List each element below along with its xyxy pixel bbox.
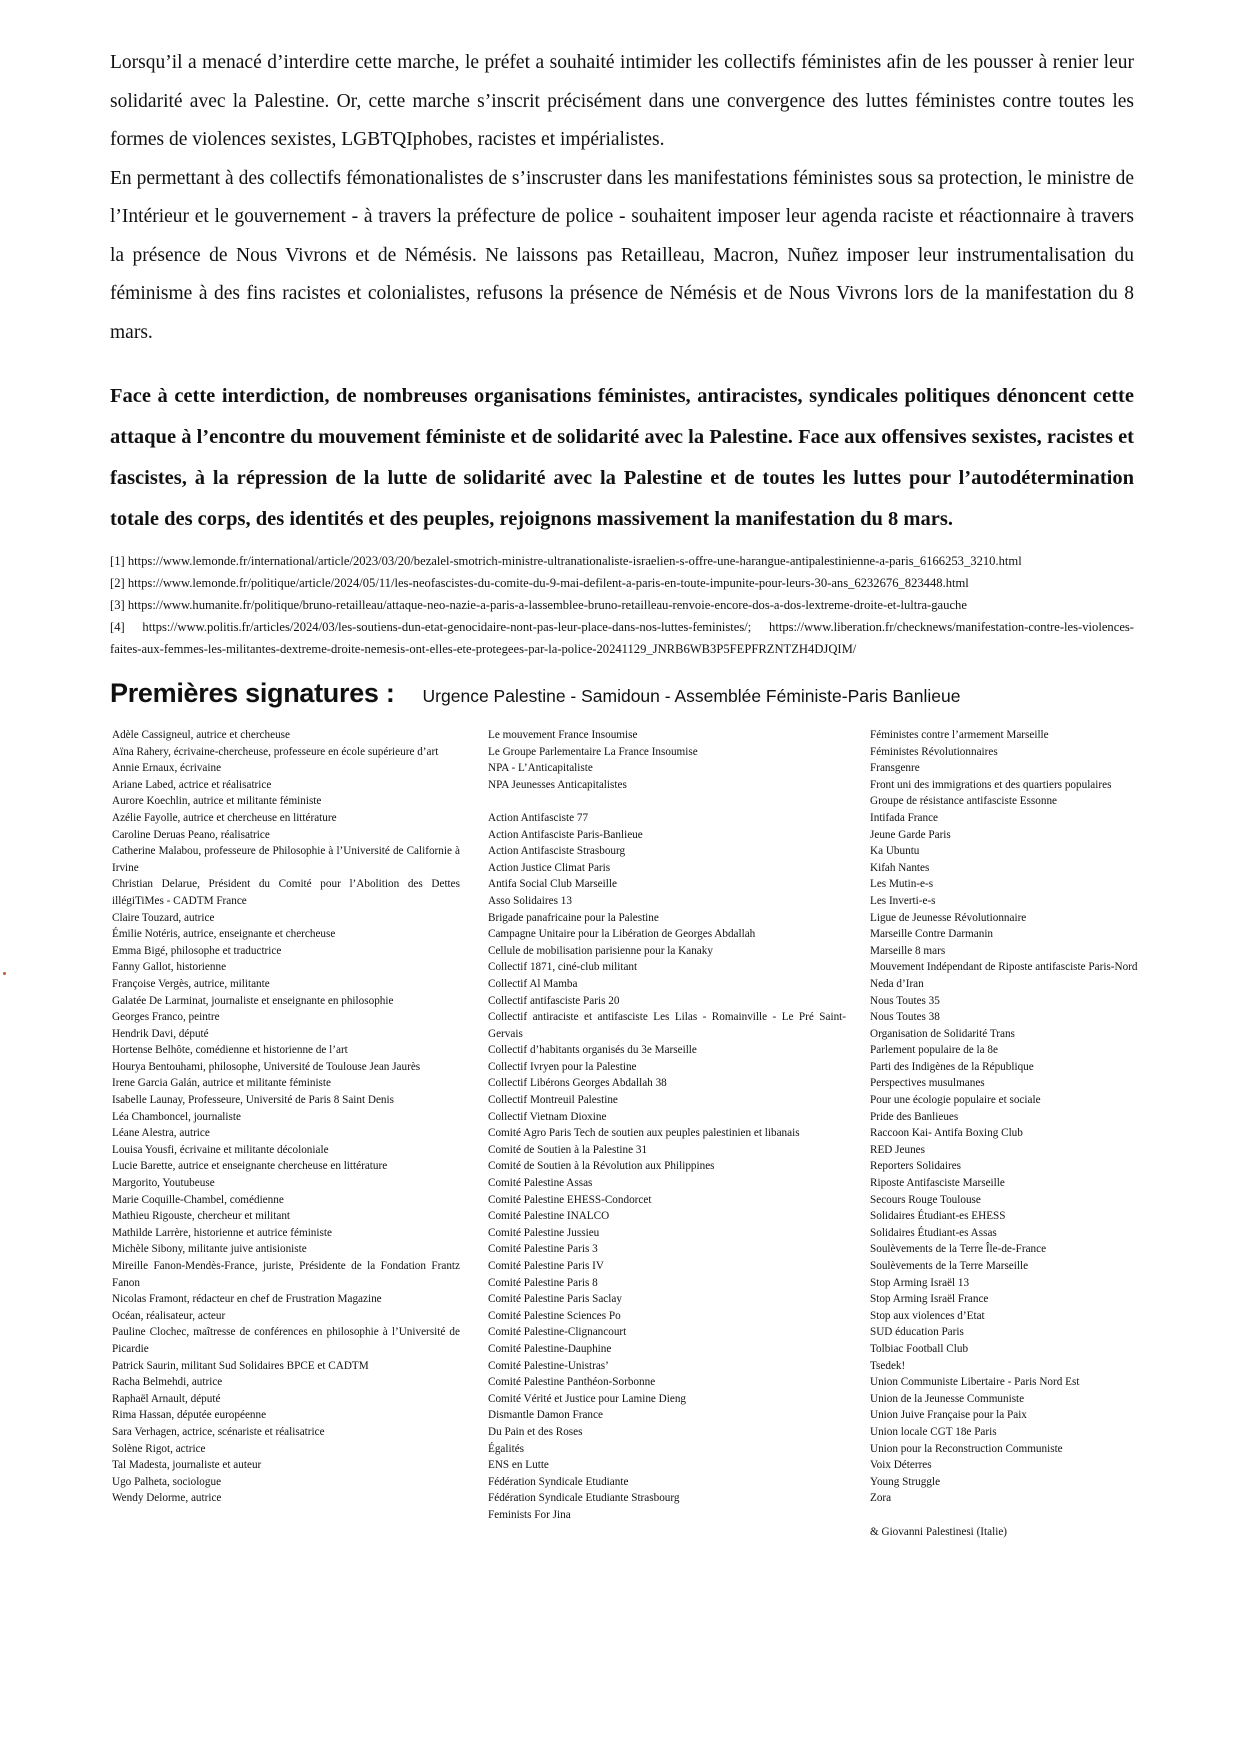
signatory-item: Adèle Cassigneul, autrice et chercheuse <box>112 729 290 741</box>
signatory-item: SUD éducation Paris <box>870 1326 964 1339</box>
references-list <box>110 550 1134 660</box>
signatory-item: Raphaël Arnault, député <box>112 1392 221 1405</box>
signatory-item: Solidaires Étudiant-es EHESS <box>870 1210 1006 1223</box>
signatures-columns <box>110 727 1138 1547</box>
signatory-item: Stop Arming Israël 13 <box>870 1276 970 1289</box>
signatory-item: Cellule de mobilisation parisienne pour la Kanaky <box>488 944 713 957</box>
signatory-item: Union de la Jeunesse Communiste <box>870 1392 1025 1405</box>
signatory-item: Collectif Vietnam Dioxine <box>488 1110 607 1123</box>
signatory-item: Michèle Sibony, militante juive antisioniste <box>112 1243 307 1256</box>
signatory-item: Reporters Solidaires <box>870 1160 962 1173</box>
signatory-item: Collectif Al Mamba <box>488 977 578 990</box>
signatory-item: Collectif antifasciste Paris 20 <box>488 994 620 1007</box>
signatory-item: Zora <box>870 1492 892 1505</box>
intro-paragraph-1: Lorsqu’il a menacé d’interdire cette marche, le préfet a souhaité intimider les collectifs féministes afin de les pousser à renier leur solidarité avec la Palestine. Or, cette marche s’inscrit précisément dans une convergence des luttes féministes contre toutes les formes de violences sexistes, LGBTQIphobes, racistes et impérialistes. <box>110 52 1134 150</box>
signatory-item: Union Communiste Libertaire - Paris Nord Est <box>870 1376 1080 1389</box>
signatory-item: Comité Palestine Panthéon-Sorbonne <box>488 1376 656 1389</box>
signatory-item: Comité de Soutien à la Révolution aux Philippines <box>488 1160 715 1173</box>
signatures-column-organisations-a <box>488 727 846 1524</box>
signatory-item: Comité Palestine-Clignancourt <box>488 1326 627 1339</box>
signatory-item: Marseille Contre Darmanin <box>870 928 994 941</box>
signatory-item: Égalités <box>488 1442 525 1455</box>
reference-2[interactable]: [2] https://www.lemonde.fr/politique/article/2024/05/11/les-neofascistes-du-comite-du-9-mai-defilent-a-paris-en-toute-impunite-pour-leurs-30-ans_6232676_823448.html <box>110 576 969 590</box>
signatory-item: Action Antifasciste Paris-Banlieue <box>488 828 643 841</box>
signatory-item: Dismantle Damon France <box>488 1409 603 1422</box>
signatory-item: Galatée De Larminat, journaliste et enseignante en philosophie <box>112 994 394 1007</box>
signatory-item: Action Antifasciste 77 <box>488 811 589 824</box>
signatory-item: Pride des Banlieues <box>870 1110 959 1123</box>
signatory-item: Hourya Bentouhami, philosophe, Université de Toulouse Jean Jaurès <box>112 1060 421 1073</box>
signatory-item: Caroline Deruas Peano, réalisatrice <box>112 828 270 841</box>
signatory-item: Marie Coquille-Chambel, comédienne <box>112 1193 284 1206</box>
signatory-item: Tolbiac Football Club <box>870 1342 969 1355</box>
signatory-item: Comité Palestine Jussieu <box>488 1226 600 1239</box>
signatory-item: Groupe de résistance antifasciste Essonne <box>870 795 1058 808</box>
document-page <box>110 44 1138 1547</box>
signatory-item: Soulèvements de la Terre Marseille <box>870 1260 1029 1272</box>
signatory-item: Action Justice Climat Paris <box>488 861 611 874</box>
signatory-item: Fransgenre <box>870 762 920 775</box>
signatory-item: Perspectives musulmanes <box>870 1077 985 1090</box>
signatures-title: Premières signatures : <box>110 678 395 708</box>
signatures-lead-orgs: Urgence Palestine - Samidoun - Assemblée Féministe-Paris Banlieue <box>422 686 961 706</box>
signatory-item: Comité Palestine-Dauphine <box>488 1342 612 1355</box>
signatory-item: NPA - L’Anticapitaliste <box>488 762 593 775</box>
signatory-item: Tsedek! <box>870 1359 906 1372</box>
signatory-item: Françoise Vergès, autrice, militante <box>112 977 270 990</box>
signatory-item: Feminists For Jina <box>488 1508 571 1521</box>
signatory-item: Union locale CGT 18e Paris <box>870 1425 997 1438</box>
signatory-item: Collectif antiraciste et antifasciste Les Lilas - Romainville - Le Pré Saint-Gervais <box>488 1011 846 1040</box>
signatory-item: Annie Ernaux, écrivaine <box>112 762 222 775</box>
signatory-item: Intifada France <box>870 811 939 824</box>
signatory-item: Secours Rouge Toulouse <box>870 1193 981 1206</box>
signatory-item: Action Antifasciste Strasbourg <box>488 845 626 858</box>
signatory-item: Nous Toutes 35 <box>870 994 940 1007</box>
signatory-item: Hortense Belhôte, comédienne et historienne de l’art <box>112 1044 348 1057</box>
signatory-item: Mouvement Indépendant de Riposte antifasciste Paris-Nord <box>870 961 1138 974</box>
signatory-item: Stop aux violences d’Etat <box>870 1309 985 1322</box>
signatory-item: & Giovanni Palestinesi (Italie) <box>870 1525 1008 1538</box>
signatory-item: NPA Jeunesses Anticapitalistes <box>488 778 627 791</box>
signatory-item: Union Juive Française pour la Paix <box>870 1409 1027 1422</box>
signatory-item: Louisa Yousfi, écrivaine et militante décoloniale <box>112 1143 329 1156</box>
signatory-item: Nicolas Framont, rédacteur en chef de Frustration Magazine <box>112 1293 382 1306</box>
signatory-item: Parlement populaire de la 8e <box>870 1044 998 1057</box>
signatory-item: Le Groupe Parlementaire La France Insoumise <box>488 745 698 758</box>
signatory-item: Pauline Clochec, maîtresse de conférences en philosophie à l’Université de Picardie <box>112 1326 460 1355</box>
signatory-item: Organisation de Solidarité Trans <box>870 1027 1015 1040</box>
scan-speck <box>3 972 6 975</box>
signatory-item: Comité Palestine Paris 3 <box>488 1243 598 1256</box>
signatory-item: Racha Belmehdi, autrice <box>112 1376 223 1389</box>
signatory-item: Collectif d’habitants organisés du 3e Marseille <box>488 1044 697 1057</box>
signatory-item: Claire Touzard, autrice <box>112 911 215 924</box>
signatory-item: Océan, réalisateur, acteur <box>112 1309 226 1322</box>
signatory-item: Raccoon Kai- Antifa Boxing Club <box>870 1127 1023 1140</box>
signatory-item: Collectif Ivryen pour la Palestine <box>488 1060 637 1073</box>
signatory-item: Christian Delarue, Président du Comité pour l’Abolition des Dettes illégiTiMes - CADTM France <box>112 878 460 907</box>
signatory-item: Fédération Syndicale Etudiante <box>488 1475 629 1488</box>
signatory-item: Ariane Labed, actrice et réalisatrice <box>112 778 272 791</box>
signatory-item: Féministes contre l’armement Marseille <box>870 729 1049 741</box>
signatory-item: Asso Solidaires 13 <box>488 894 572 907</box>
signatory-item: Irene Garcia Galán, autrice et militante féministe <box>112 1077 331 1090</box>
signatory-item: Fanny Gallot, historienne <box>112 961 227 974</box>
signatory-item: Front uni des immigrations et des quartiers populaires <box>870 778 1112 791</box>
signatory-item: Émilie Notéris, autrice, enseignante et chercheuse <box>112 928 336 941</box>
signatures-column-organisations-b <box>870 727 1155 1540</box>
signatory-item: Young Struggle <box>870 1475 941 1488</box>
signatory-item: Emma Bigé, philosophe et traductrice <box>112 944 282 957</box>
reference-1[interactable]: [1] https://www.lemonde.fr/international/article/2023/03/20/bezalel-smotrich-ministre-ultranationaliste-israelien-s-offre-une-harangue-antipalestinienne-a-paris_6166253_3210.html <box>110 554 1022 568</box>
signatory-item: Fédération Syndicale Etudiante Strasbourg <box>488 1492 680 1505</box>
signatory-item: Nous Toutes 38 <box>870 1011 940 1024</box>
signatory-item: Comité Palestine Paris 8 <box>488 1276 598 1289</box>
signatory-item: Parti des Indigènes de la République <box>870 1060 1034 1073</box>
signatory-item: Stop Arming Israël France <box>870 1293 989 1306</box>
call-to-action-paragraph: Face à cette interdiction, de nombreuses organisations féministes, antiracistes, syndicales politiques dénoncent cette attaque à l’encontre du mouvement féministe et de solidarité avec la Palestine. Face aux offensives sexistes, racistes et fascistes, à la répression de la lutte de solidarité avec la Palestine et de toutes les luttes pour l’autodétermination totale des corps, des identités et des peuples, rejoignons massivement la manifestation du 8 mars. <box>110 385 1134 530</box>
signatory-item: Les Mutin-e-s <box>870 878 934 891</box>
signatory-item: Union pour la Reconstruction Communiste <box>870 1442 1063 1455</box>
signatory-item: Ugo Palheta, sociologue <box>112 1475 222 1488</box>
signatory-item: Comité Agro Paris Tech de soutien aux peuples palestinien et libanais <box>488 1127 800 1140</box>
signatory-item: Solidaires Étudiant-es Assas <box>870 1226 997 1239</box>
signatory-item: Ka Ubuntu <box>870 845 920 858</box>
signatory-item: Tal Madesta, journaliste et auteur <box>112 1459 262 1472</box>
list-gap <box>870 1507 1155 1524</box>
reference-4[interactable]: [4] https://www.politis.fr/articles/2024/03/les-soutiens-dun-etat-genocidaire-nont-pas-leur-place-dans-nos-luttes-feministes/; https://www.liberation.fr/checknews/manifestation-contre-les-violences-faites-aux-femmes-les-militantes-dextreme-droite-nemesis-ont-elles-ete-protegees-par-la-police-20241129_JNRB6WB3P5FEPFRZNTZH4DJQIM/ <box>110 620 1134 656</box>
signatory-item: Rima Hassan, députée européenne <box>112 1409 267 1422</box>
signatory-item: Antifa Social Club Marseille <box>488 878 617 891</box>
signatory-item: Léane Alestra, autrice <box>112 1127 210 1140</box>
signatory-item: Riposte Antifasciste Marseille <box>870 1177 1005 1190</box>
signatory-item: Voix Déterres <box>870 1459 932 1472</box>
list-gap <box>488 793 846 810</box>
signatures-column-individuals <box>112 727 460 1507</box>
signatory-item: RED Jeunes <box>870 1143 925 1156</box>
reference-3[interactable]: [3] https://www.humanite.fr/politique/bruno-retailleau/attaque-neo-nazie-a-paris-a-lassemblee-bruno-retailleau-renvoie-encore-dos-a-dos-lextreme-droite-et-lultra-gauche <box>110 598 967 612</box>
signatory-item: Comité Palestine-Unistras’ <box>488 1359 609 1372</box>
signatory-item: Sara Verhagen, actrice, scénariste et réalisatrice <box>112 1425 325 1438</box>
intro-paragraph-2: En permettant à des collectifs fémonationalistes de s’inscruster dans les manifestations féministes sous sa protection, le ministre de l’Intérieur et le gouvernement - à travers la préfecture de police - souhaitent imposer leur agenda raciste et réactionnaire à travers la présence de Nous Vivrons et de Némésis. Ne laissons pas Retailleau, Macron, Nuñez imposer leur instrumentalisation du féminisme à des fins racistes et colonialistes, refusons la présence de Némésis et de Nous Vivrons lors de la manifestation du 8 mars. <box>110 167 1134 343</box>
signatory-item: Collectif Montreuil Palestine <box>488 1094 618 1107</box>
signatory-item: Du Pain et des Roses <box>488 1425 583 1438</box>
signatory-item: Solène Rigot, actrice <box>112 1442 206 1455</box>
signatory-item: Marseille 8 mars <box>870 944 946 957</box>
signatory-item: Comité Palestine INALCO <box>488 1210 610 1223</box>
signatory-item: Pour une écologie populaire et sociale <box>870 1094 1041 1107</box>
signatory-item: Le mouvement France Insoumise <box>488 729 638 741</box>
signatory-item: Georges Franco, peintre <box>112 1011 220 1024</box>
signatory-item: Comité de Soutien à la Palestine 31 <box>488 1143 648 1156</box>
signatory-item: Comité Vérité et Justice pour Lamine Dieng <box>488 1392 687 1405</box>
signatory-item: Ligue de Jeunesse Révolutionnaire <box>870 911 1027 924</box>
signatory-item: Mathilde Larrère, historienne et autrice féministe <box>112 1226 332 1239</box>
signatory-item: Brigade panafricaine pour la Palestine <box>488 911 659 924</box>
signatory-item: Comité Palestine Assas <box>488 1177 593 1190</box>
signatory-item: Catherine Malabou, professeure de Philosophie à l’Université de Californie à Irvine <box>112 845 460 874</box>
signatory-item: Soulèvements de la Terre Île-de-France <box>870 1243 1047 1256</box>
signatory-item: Aurore Koechlin, autrice et militante féministe <box>112 795 322 808</box>
signatory-item: Mireille Fanon-Mendès-France, juriste, Présidente de la Fondation Frantz Fanon <box>112 1260 460 1289</box>
signatory-item: Féministes Révolutionnaires <box>870 745 998 758</box>
signatory-item: Patrick Saurin, militant Sud Solidaires BPCE et CADTM <box>112 1359 369 1372</box>
signatory-item: Léa Chamboncel, journaliste <box>112 1110 241 1123</box>
signatory-item: Wendy Delorme, autrice <box>112 1492 222 1505</box>
signatory-item: Lucie Barette, autrice et enseignante chercheuse en littérature <box>112 1160 388 1173</box>
signatory-item: ENS en Lutte <box>488 1459 549 1472</box>
signatory-item: Mathieu Rigouste, chercheur et militant <box>112 1210 291 1223</box>
signatory-item: Collectif 1871, ciné-club militant <box>488 961 638 974</box>
signatory-item: Margorito, Youtubeuse <box>112 1177 215 1190</box>
signatory-item: Jeune Garde Paris <box>870 828 951 841</box>
signatory-item: Kifah Nantes <box>870 861 930 874</box>
signatory-item: Comité Palestine Paris IV <box>488 1260 604 1272</box>
signatory-item: Comité Palestine Paris Saclay <box>488 1293 622 1306</box>
signatory-item: Hendrik Davi, député <box>112 1027 209 1040</box>
signatory-item: Isabelle Launay, Professeure, Université de Paris 8 Saint Denis <box>112 1094 394 1107</box>
signatory-item: Collectif Libérons Georges Abdallah 38 <box>488 1077 667 1090</box>
signatory-item: Comité Palestine Sciences Po <box>488 1309 621 1322</box>
signatory-item: Comité Palestine EHESS-Condorcet <box>488 1193 652 1206</box>
signatory-item: Azélie Fayolle, autrice et chercheuse en littérature <box>112 811 337 824</box>
signatory-item: Campagne Unitaire pour la Libération de Georges Abdallah <box>488 928 756 941</box>
signatures-header <box>110 678 1134 709</box>
signatory-item: Les Inverti-e-s <box>870 894 936 907</box>
signatory-item: Neda d’Iran <box>870 977 924 990</box>
signatory-item: Aïna Rahery, écrivaine-chercheuse, professeure en école supérieure d’art <box>112 745 439 758</box>
